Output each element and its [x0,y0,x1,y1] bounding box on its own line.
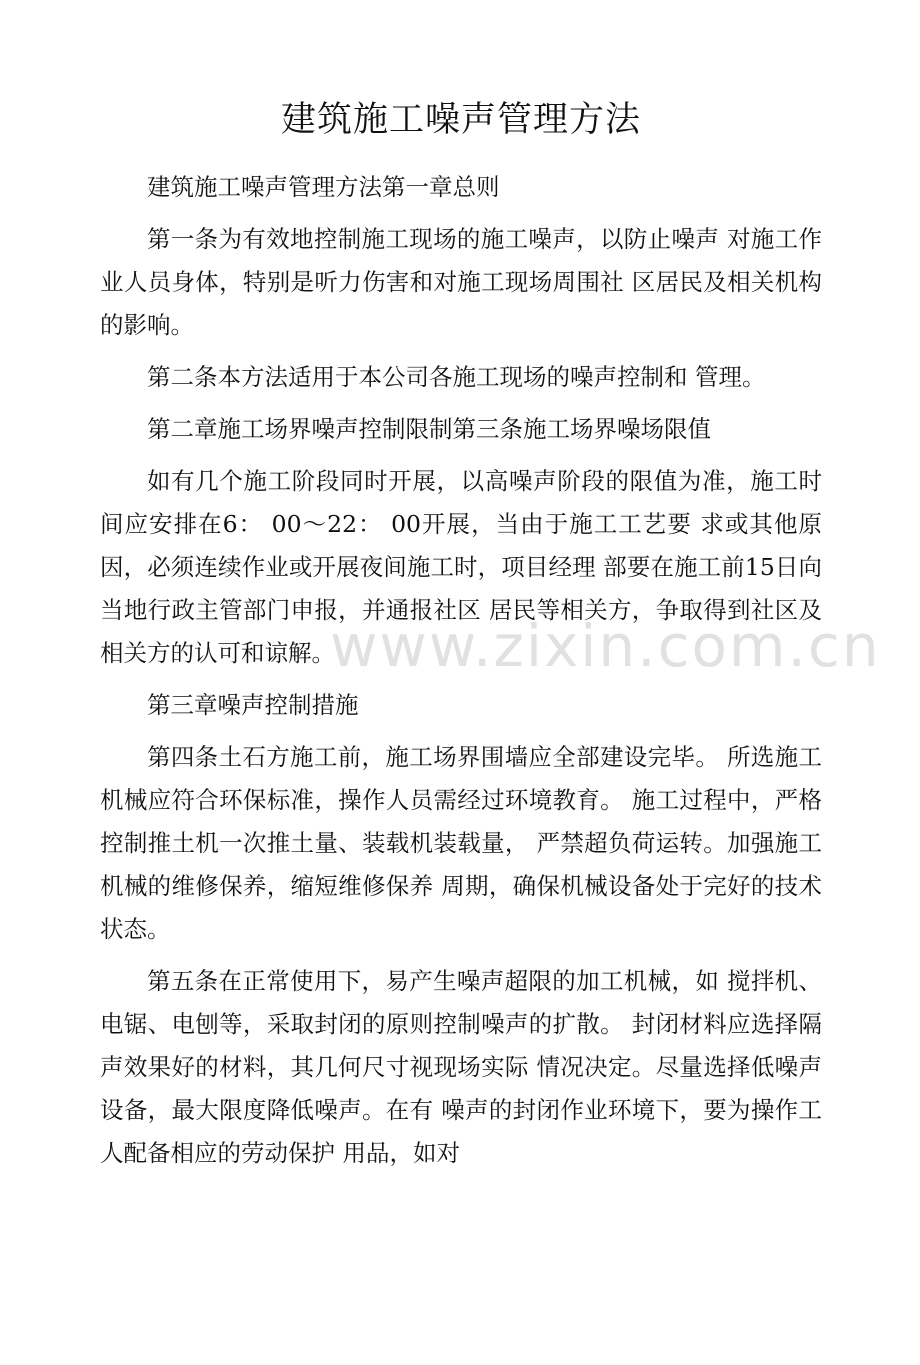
paragraph-article5: 第五条在正常使用下，易产生噪声超限的加工机械，如 搅拌机、电锯、电刨等，采取封闭的原则控制噪声的扩散。 封闭材料应选择隔声效果好的材料，其几何尺寸视现场实际 情况决定。尽量选择低噪声设备，最大限度降低噪声。在有 噪声的封闭作业环境下，要为操作工人配备相应的劳动保护 用品，如对 [100,967,822,1167]
paragraph-chapter2-heading: 第二章施工场界噪声控制限制第三条施工场界噪场限值 [147,415,711,443]
paragraph-chapter3-heading: 第三章噪声控制措施 [147,691,359,719]
paragraph-chapter1-heading: 建筑施工噪声管理方法第一章总则 [147,173,500,201]
paragraph-article2: 第二条本方法适用于本公司各施工现场的噪声控制和 管理。 [147,363,766,391]
document-title: 建筑施工噪声管理方法 [280,100,641,140]
paragraph-article1: 第一条为有效地控制施工现场的施工噪声，以防止噪声 对施工作业人员身体，特别是听力伤害和对施工现场周围社 区居民及相关机构的影响。 [100,225,822,339]
paragraph-article4: 第四条土石方施工前，施工场界围墙应全部建设完毕。 所选施工机械应符合环保标准，操作人员需经过环境教育。 施工过程中，严格控制推土机一次推土量、装载机装载量， 严禁超负荷运转。加强施工机械的维修保养，缩短维修保养 周期，确保机械设备处于完好的技术状态。 [100,743,822,943]
watermark: www.zixin.com.cn [330,612,881,680]
paragraph-article3-body: 如有几个施工阶段同时开展，以高噪声阶段的限值为准，施工时间应安排在6： 00〜22： 00开展，当由于施工工艺要 求或其他原因，必须连续作业或开展夜间施工时，项目经理 部要在施工前15日向当地行政主管部门申报，并通报社区 居民等相关方，争取得到社区及相关方的认可和谅解。 [100,467,822,667]
